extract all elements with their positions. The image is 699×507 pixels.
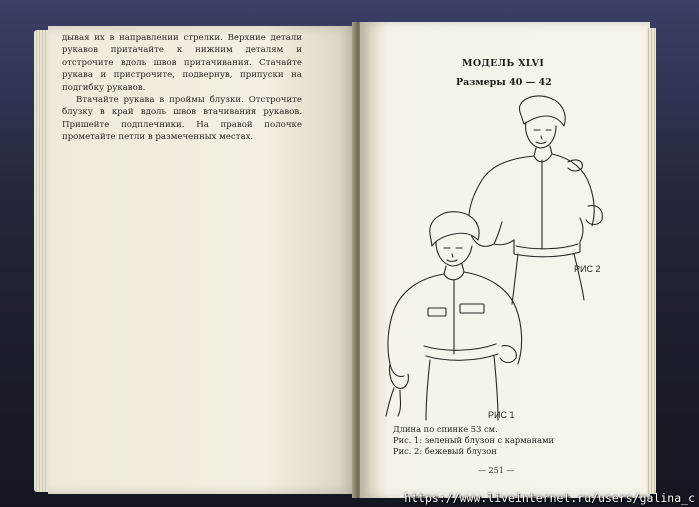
sizes-heading: Размеры 40 — 42 — [456, 77, 552, 88]
right-page-edges — [646, 28, 656, 494]
figure-1-label: РИС 1 — [488, 410, 515, 420]
caption-line-fig1: Рис. 1: зеленый блузон с карманами — [393, 435, 555, 446]
left-page-text — [62, 32, 302, 144]
model-title: МОДЕЛЬ XLVI — [462, 58, 545, 69]
caption-line-fig2: Рис. 2: бежевый блузон — [393, 446, 497, 457]
paragraph-2: Втачайте рукава в проймы блузки. Отстрочите блузку в край вдоль швов втачивания рукавов. Пришейте подплечники. На правой полочке прометайте петли в размеченных местах. — [62, 95, 302, 143]
figure-caption — [393, 424, 613, 458]
garment-illustrations — [384, 94, 612, 422]
caption-line-length: Длина по спинке 53 см. — [393, 424, 498, 434]
paragraph-1: дывая их в направлении стрелки. Верхние детали рукавов притачайте к нижним деталям и отстрочите вдоль швов притачивания. Стачайте рукава и пристрочите, подвернув, припуски на подгибку рукавов. — [62, 33, 302, 93]
figure-1-drawing — [386, 212, 522, 420]
source-watermark: https://www.liveinternet.ru/users/galina_c — [404, 491, 695, 505]
page-number: — 251 — — [478, 466, 515, 475]
figure-2-label: РИС 2 — [574, 264, 601, 274]
